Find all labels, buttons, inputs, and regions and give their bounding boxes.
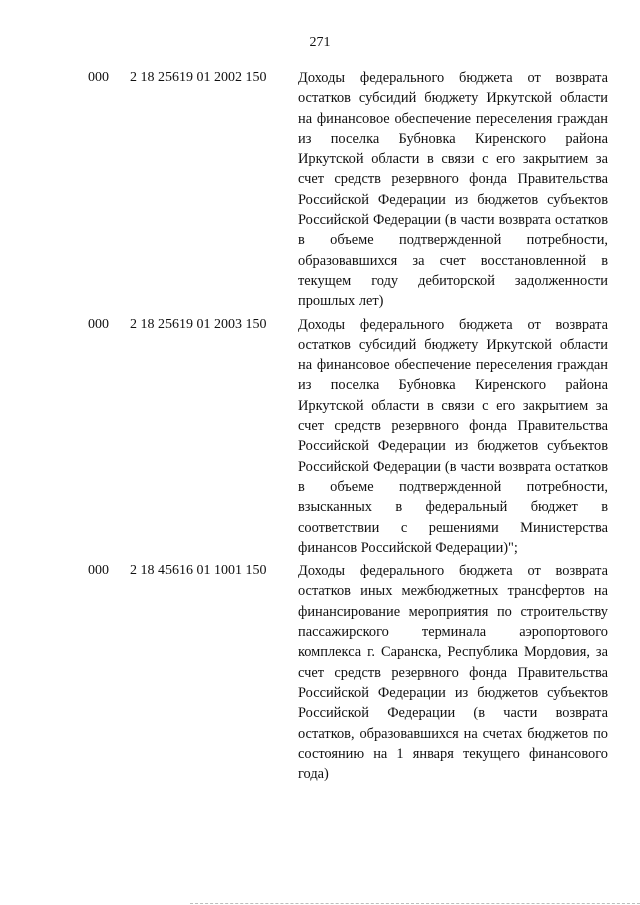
entry-description: Доходы федерального бюджета от возврата остатков субсидий бюджету Иркутской области на финансовое обеспечение переселения граждан из поселка Бубновка Киренского района Иркутской области в связи с его закрытием за счет средств резервного фонда Правительства Российской Федерации из бюджетов субъектов Российской Федерации (в части возврата остатков в объеме подтвержденной потребности, взысканных в федеральный бюджет в соответствии с решениями Министерства финансов Российской Федерации)"; — [298, 316, 608, 556]
entry-description: Доходы федерального бюджета от возврата остатков субсидий бюджету Иркутской области на финансовое обеспечение переселения граждан из поселка Бубновка Киренского района Иркутской области в связи с его закрытием за счет средств резервного фонда Правительства Российской Федерации из бюджетов субъектов Российской Федерации (в части возврата остатков в объеме подтвержденной потребности, образовавшихся за счет восстановленной в текущем году дебиторской задолженности прошлых лет) — [298, 70, 608, 310]
entry-row — [0, 66, 640, 312]
budget-classification-code: 2 18 25619 01 2002 150 — [130, 70, 267, 85]
entry-row — [0, 313, 640, 559]
budget-classification-code: 2 18 25619 01 2003 150 — [130, 316, 267, 332]
entry-description: Доходы федерального бюджета от возврата остатков иных межбюджетных трансфертов на финансирование мероприятия по строительству пассажирского терминала аэропортового комплекса г. Саранска, Республика Мордовия, за счет средств резервного фонда Правительства Российской Федерации из бюджетов субъектов Российской Федерации (в части возврата остатков, образовавшихся на счетах бюджетов по состоянию на 1 января текущего финансового года) — [298, 563, 608, 783]
classification-entries — [0, 66, 640, 785]
page-number: 271 — [309, 35, 331, 50]
scan-edge-divider — [190, 903, 640, 904]
admin-code: 000 — [88, 316, 109, 332]
admin-code: 000 — [88, 70, 109, 85]
admin-code: 000 — [88, 563, 109, 579]
entry-row — [0, 559, 640, 784]
budget-classification-code: 2 18 45616 01 1001 150 — [130, 563, 267, 579]
